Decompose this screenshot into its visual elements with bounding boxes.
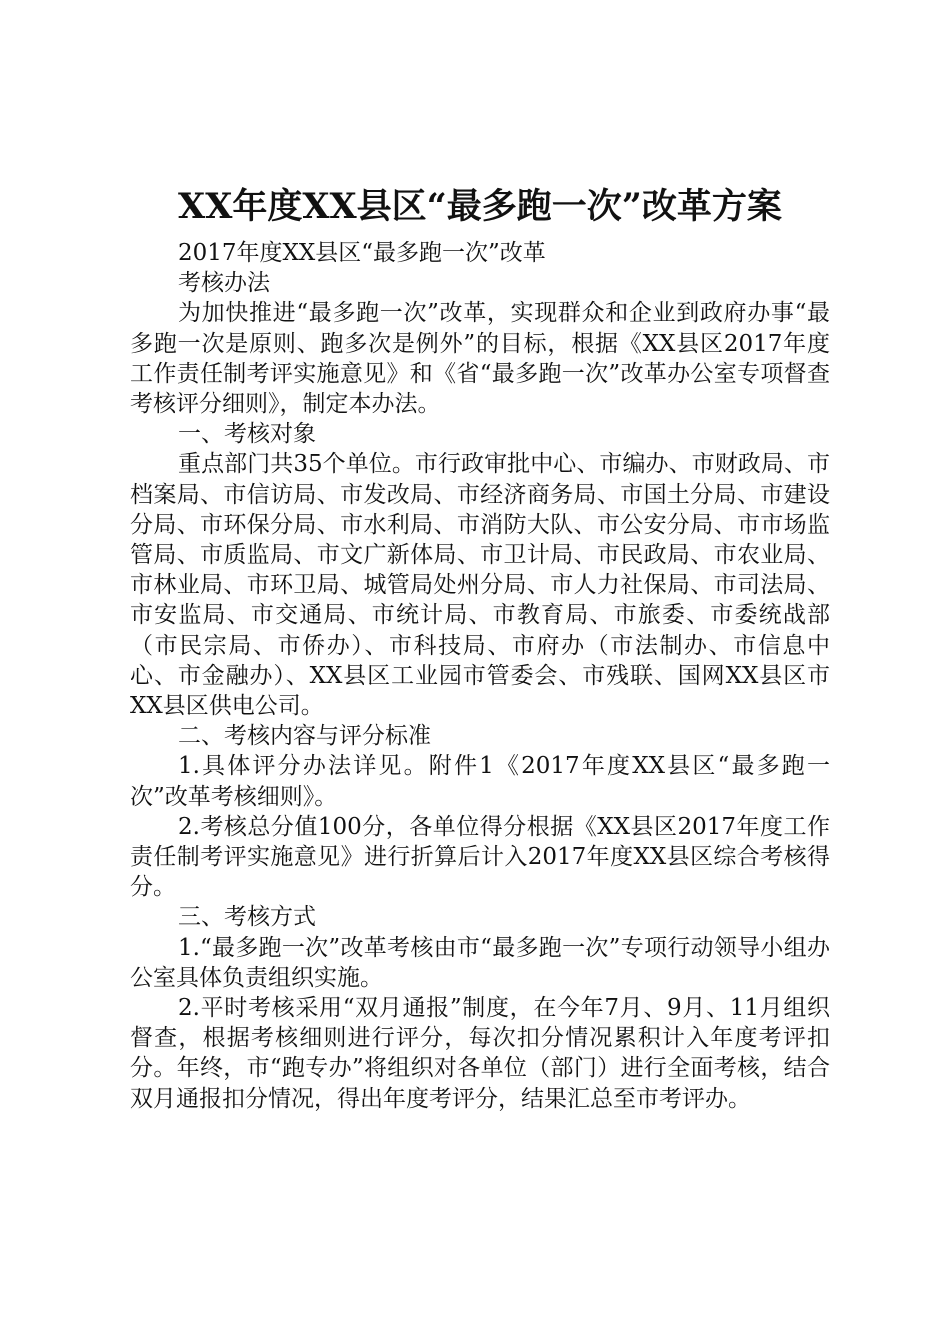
subtitle-line-2: 考核办法 [178, 270, 270, 297]
section-heading-1: 一、考核对象 [178, 421, 316, 448]
assessment-targets-paragraph: 重点部门共35个单位。市行政审批中心、市编办、市财政局、市档案局、市信访局、市发改局、市经济商务局、市国土分局、市建设分局、市环保分局、市水利局、市消防大队、市公安分局、市市场监管局、市质监局、市文广新体局、市卫计局、市民政局、市农业局、市林业局、市环卫局、城管局处州分局、市人力社保局、市司法局、市安监局、市交通局、市统计局、市教育局、市旅委、市委统战部（市民宗局、市侨办）、市科技局、市府办（市法制办、市信息中心、市金融办）、XX县区工业园市管委会、市残联、国网XX县区市XX县区供电公司。 [130, 451, 830, 720]
scoring-item-1: 1.具体评分办法详见。附件1《2017年度XX县区“最多跑一次”改革考核细则》。 [130, 753, 830, 810]
method-item-2: 2.平时考核采用“双月通报”制度，在今年7月、9月、11月组织督查，根据考核细则进行评分，每次扣分情况累积计入年度考评扣分。年终，市“跑专办”将组织对各单位（部门）进行全面考核，结合双月通报扣分情况，得出年度考评分，结果汇总至市考评办。 [130, 995, 830, 1112]
section-heading-2: 二、考核内容与评分标准 [178, 723, 431, 750]
subtitle-line-1: 2017年度XX县区“最多跑一次”改革 [178, 240, 546, 266]
scoring-item-2: 2.考核总分值100分，各单位得分根据《XX县区2017年度工作责任制考评实施意见》进行折算后计入2017年度XX县区综合考核得分。 [130, 813, 830, 901]
document-body [130, 238, 830, 1114]
method-item-1: 1.“最多跑一次”改革考核由市“最多跑一次”专项行动领导小组办公室具体负责组织实施。 [130, 934, 830, 991]
section-heading-3: 三、考核方式 [178, 904, 316, 931]
intro-paragraph: 为加快推进“最多跑一次”改革，实现群众和企业到政府办事“最多跑一次是原则、跑多次是例外”的目标，根据《XX县区2017年度工作责任制考评实施意见》和《省“最多跑一次”改革办公室专项督查考核评分细则》，制定本办法。 [130, 300, 830, 418]
document-title: XX年度XX县区“最多跑一次”改革方案 [178, 186, 782, 227]
